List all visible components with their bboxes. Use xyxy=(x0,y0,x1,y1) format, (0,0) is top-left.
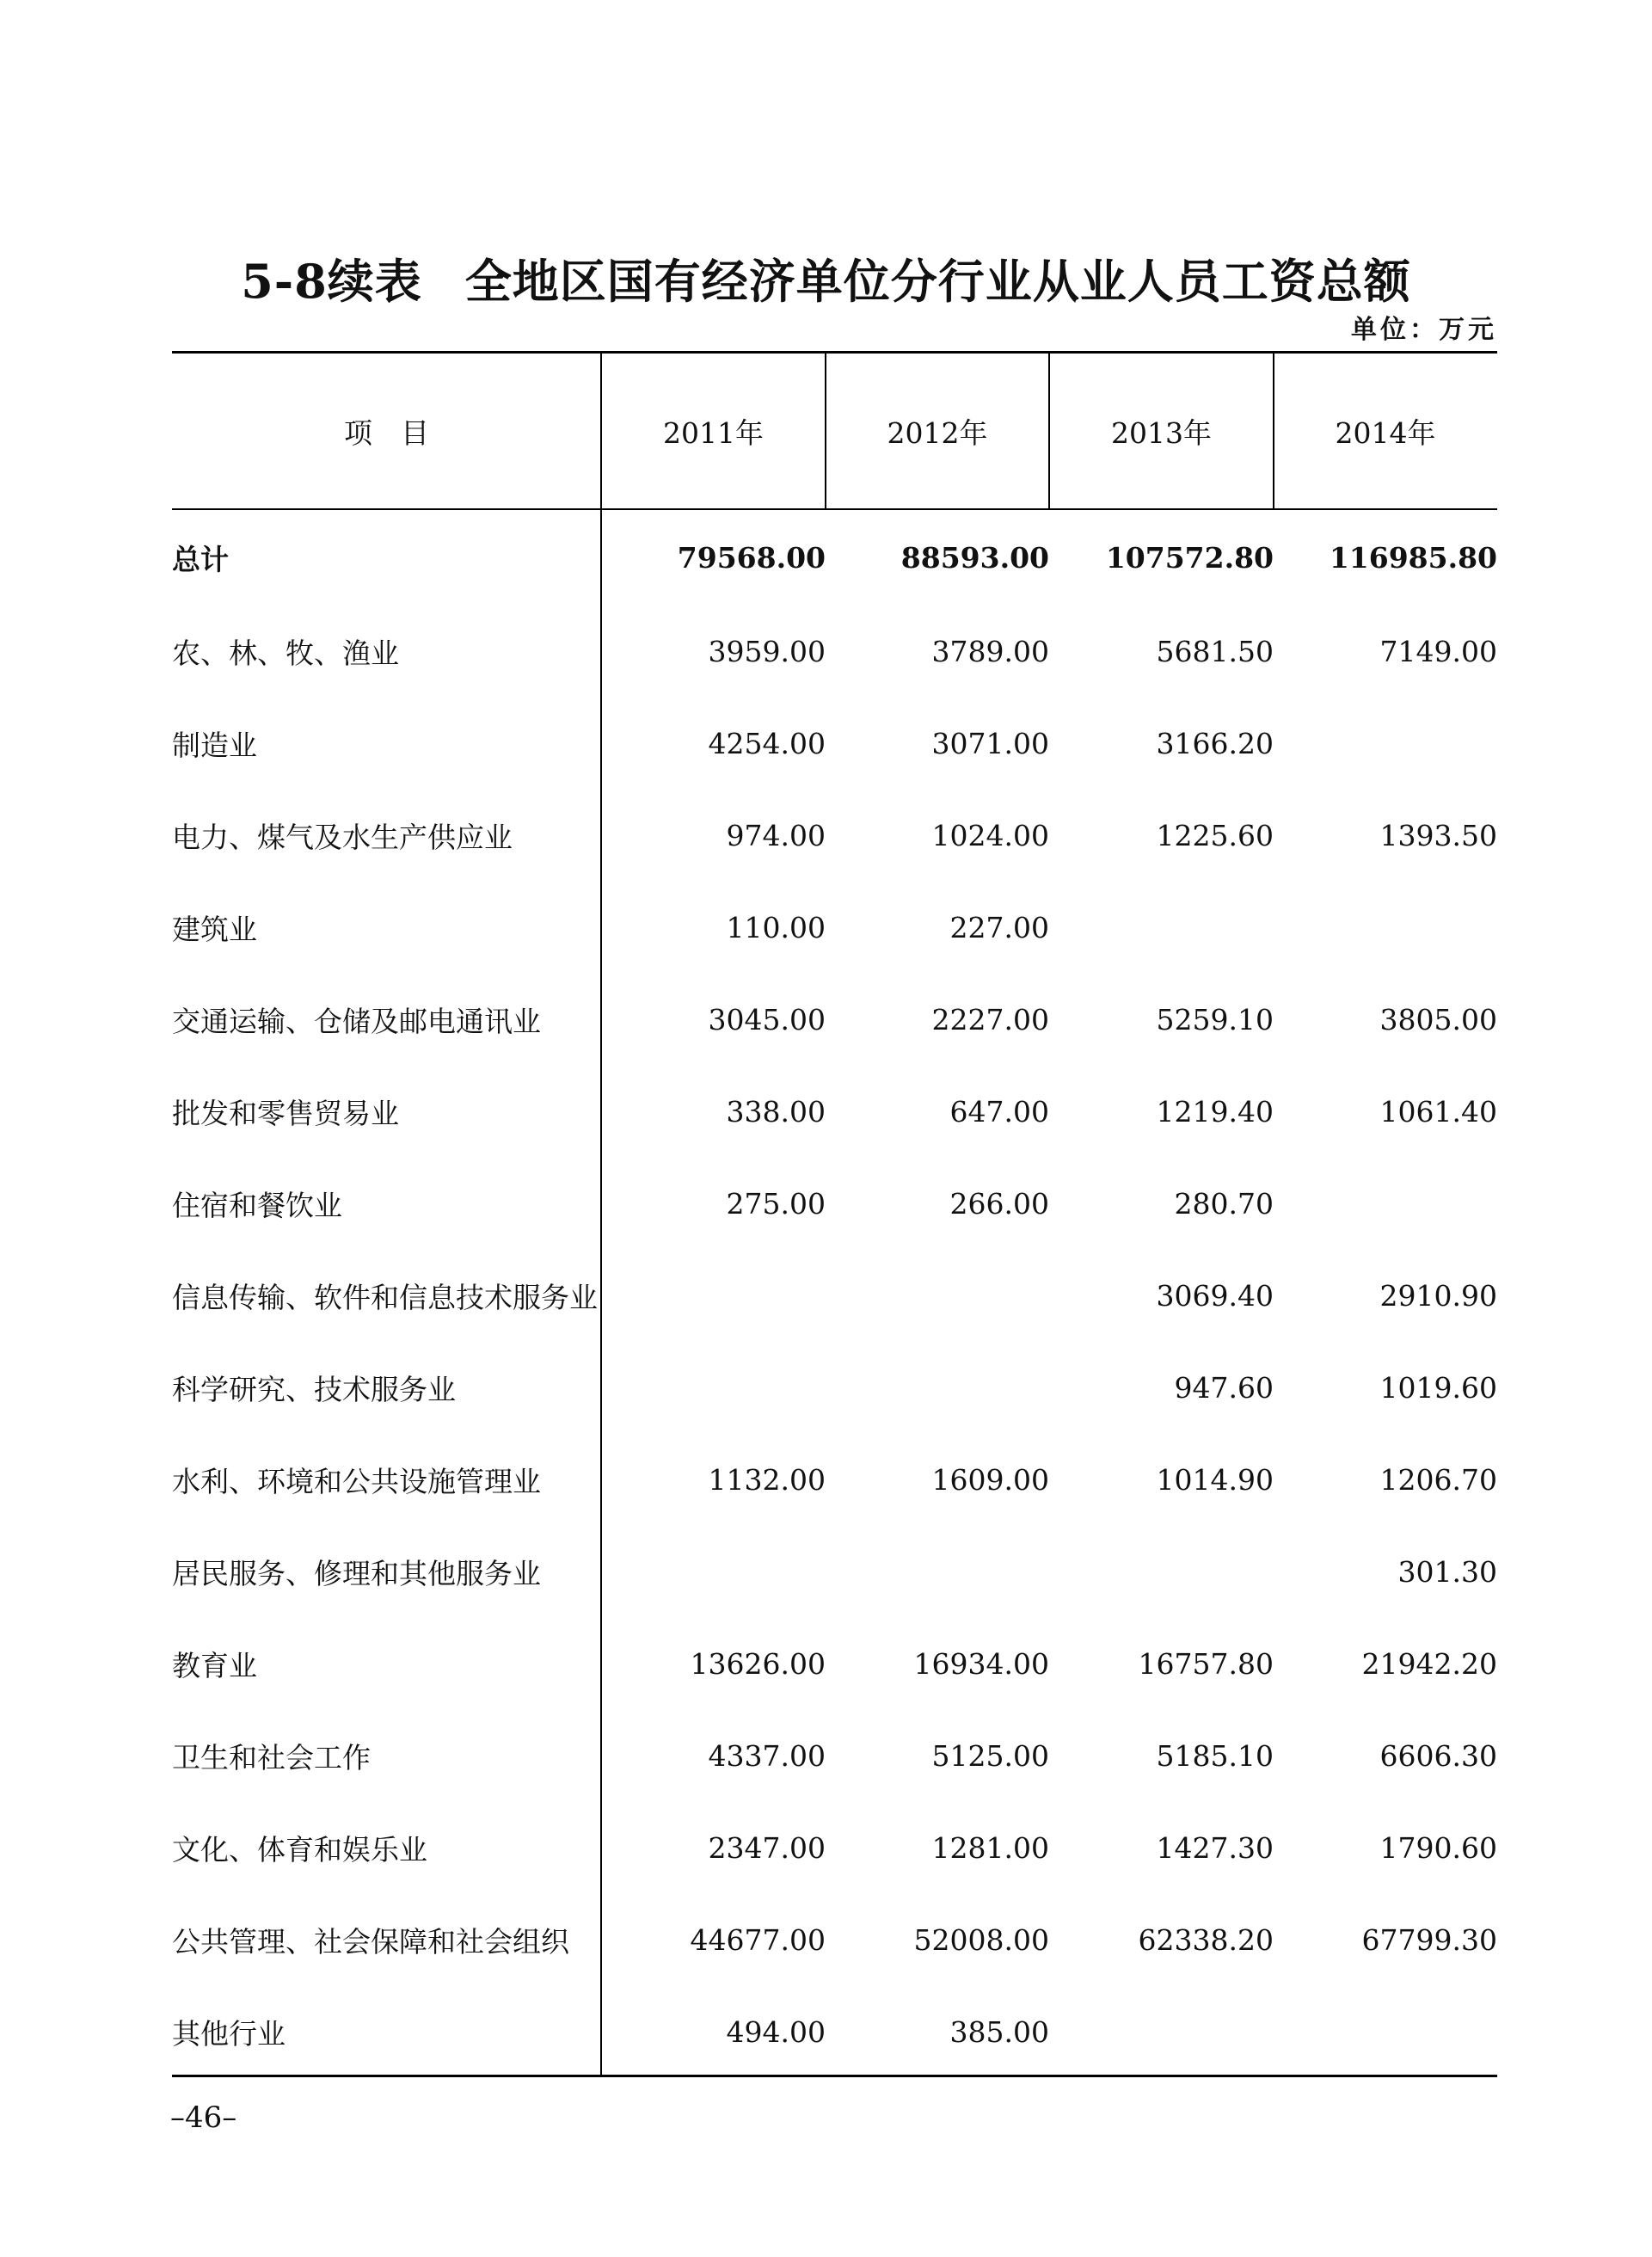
cell-2013: 62338.20 xyxy=(1138,1923,1274,1957)
header-row xyxy=(172,353,1497,509)
cell-2014: 301.30 xyxy=(1397,1555,1497,1589)
row-label: 农、林、牧、渔业 xyxy=(172,637,399,670)
header-year-2014: 2014年 xyxy=(1335,415,1436,450)
table-row xyxy=(172,1802,1497,1894)
row-label: 水利、环境和公共设施管理业 xyxy=(172,1465,541,1498)
cell-2011: 110.00 xyxy=(726,911,826,944)
header-year-2012: 2012年 xyxy=(887,415,988,450)
cell-2013 xyxy=(1049,882,1274,974)
cell-2014: 1393.50 xyxy=(1379,819,1497,852)
cell-2014: 1206.70 xyxy=(1379,1463,1497,1497)
cell-2013 xyxy=(1049,1526,1274,1618)
cell-2014: 1061.40 xyxy=(1379,1095,1497,1128)
cell-2013: 3069.40 xyxy=(1156,1279,1274,1313)
row-label: 信息传输、软件和信息技术服务业 xyxy=(172,1281,598,1314)
table-row xyxy=(172,882,1497,974)
cell-2014: 6606.30 xyxy=(1379,1739,1497,1773)
cell-2011: 338.00 xyxy=(726,1095,826,1128)
cell-2013: 1225.60 xyxy=(1156,819,1274,852)
cell-2014: 67799.30 xyxy=(1361,1923,1497,1957)
wage-table xyxy=(172,353,1497,2078)
row-label: 制造业 xyxy=(172,729,257,762)
cell-2012: 647.00 xyxy=(949,1095,1049,1128)
table-row xyxy=(172,1434,1497,1526)
cell-2011 xyxy=(601,1250,826,1342)
cell-2012: 3071.00 xyxy=(931,727,1049,760)
row-label: 总计 xyxy=(172,542,229,576)
cell-2012 xyxy=(826,1342,1049,1434)
cell-2011: 494.00 xyxy=(726,2015,826,2049)
cell-2012 xyxy=(826,1250,1049,1342)
cell-2014 xyxy=(1274,1158,1497,1250)
table-row xyxy=(172,1526,1497,1618)
row-label: 科学研究、技术服务业 xyxy=(172,1373,456,1406)
cell-2014: 1019.60 xyxy=(1379,1371,1497,1405)
cell-2012: 16934.00 xyxy=(913,1647,1049,1681)
table-row xyxy=(172,790,1497,882)
row-label: 公共管理、社会保障和社会组织 xyxy=(172,1925,569,1959)
cell-2011: 44677.00 xyxy=(690,1923,826,1957)
cell-2012: 1024.00 xyxy=(931,819,1049,852)
header-year-2013: 2013年 xyxy=(1111,415,1212,450)
table-code: 5-8续表 xyxy=(241,254,422,309)
cell-2013 xyxy=(1049,1986,1274,2078)
cell-2011: 1132.00 xyxy=(708,1463,826,1497)
table-title-text: 全地区国有经济单位分行业从业人员工资总额 xyxy=(464,254,1411,309)
cell-2013: 280.70 xyxy=(1174,1187,1274,1221)
cell-2012: 385.00 xyxy=(949,2015,1049,2049)
cell-2014 xyxy=(1274,698,1497,790)
row-label: 批发和零售贸易业 xyxy=(172,1097,399,1130)
table-row xyxy=(172,1158,1497,1250)
cell-2011: 79568.00 xyxy=(677,540,826,575)
cell-2011: 2347.00 xyxy=(708,1831,826,1865)
cell-2014: 21942.20 xyxy=(1361,1647,1497,1681)
cell-2011 xyxy=(601,1526,826,1618)
row-label: 住宿和餐饮业 xyxy=(172,1189,342,1222)
cell-2013: 1427.30 xyxy=(1156,1831,1274,1865)
page-number: –46– xyxy=(170,2100,237,2135)
cell-2011: 974.00 xyxy=(726,819,826,852)
cell-2014: 1790.60 xyxy=(1379,1831,1497,1865)
cell-2011: 275.00 xyxy=(726,1187,826,1221)
cell-2014: 2910.90 xyxy=(1379,1279,1497,1313)
unit-label: 单位：万元 xyxy=(1351,315,1497,345)
cell-2014 xyxy=(1274,882,1497,974)
cell-2014: 3805.00 xyxy=(1379,1003,1497,1036)
cell-2014: 7149.00 xyxy=(1379,635,1497,668)
cell-2011: 3959.00 xyxy=(708,635,826,668)
table-row xyxy=(172,1986,1497,2078)
cell-2011: 4337.00 xyxy=(708,1739,826,1773)
cell-2014 xyxy=(1274,1986,1497,2078)
cell-2012 xyxy=(826,1526,1049,1618)
table-row xyxy=(172,1342,1497,1434)
table-row xyxy=(172,1066,1497,1158)
cell-2012: 1609.00 xyxy=(931,1463,1049,1497)
header-item: 项 目 xyxy=(344,415,429,450)
cell-2013: 107572.80 xyxy=(1105,540,1274,575)
row-label: 电力、煤气及水生产供应业 xyxy=(172,821,513,854)
table-row xyxy=(172,1618,1497,1710)
page-title xyxy=(172,245,1480,311)
cell-2013: 5681.50 xyxy=(1156,635,1274,668)
table-row xyxy=(172,1894,1497,1986)
cell-2012: 5125.00 xyxy=(931,1739,1049,1773)
cell-2012: 88593.00 xyxy=(900,540,1049,575)
cell-2013: 1219.40 xyxy=(1156,1095,1274,1128)
table-row xyxy=(172,698,1497,790)
cell-2013: 16757.80 xyxy=(1138,1647,1274,1681)
cell-2012: 3789.00 xyxy=(931,635,1049,668)
cell-2012: 266.00 xyxy=(949,1187,1049,1221)
cell-2014: 116985.80 xyxy=(1329,540,1497,575)
cell-2013: 947.60 xyxy=(1174,1371,1274,1405)
cell-2013: 5259.10 xyxy=(1156,1003,1274,1036)
table-row xyxy=(172,1710,1497,1802)
row-label: 教育业 xyxy=(172,1649,257,1682)
table-row xyxy=(172,606,1497,698)
cell-2013: 1014.90 xyxy=(1156,1463,1274,1497)
row-label: 卫生和社会工作 xyxy=(172,1741,371,1774)
header-year-2011: 2011年 xyxy=(663,415,764,450)
cell-2012: 52008.00 xyxy=(913,1923,1049,1957)
row-label: 居民服务、修理和其他服务业 xyxy=(172,1557,541,1590)
cell-2011 xyxy=(601,1342,826,1434)
cell-2012: 1281.00 xyxy=(931,1831,1049,1865)
table-row xyxy=(172,1250,1497,1342)
row-label: 交通运输、仓储及邮电通讯业 xyxy=(172,1005,541,1038)
cell-2011: 3045.00 xyxy=(708,1003,826,1036)
row-label: 其他行业 xyxy=(172,2017,286,2051)
table-row-total xyxy=(172,509,1497,606)
cell-2011: 13626.00 xyxy=(690,1647,826,1681)
cell-2013: 3166.20 xyxy=(1156,727,1274,760)
cell-2012: 227.00 xyxy=(949,911,1049,944)
cell-2013: 5185.10 xyxy=(1156,1739,1274,1773)
cell-2012: 2227.00 xyxy=(931,1003,1049,1036)
row-label: 建筑业 xyxy=(172,913,257,946)
table-row xyxy=(172,974,1497,1066)
row-label: 文化、体育和娱乐业 xyxy=(172,1833,427,1866)
cell-2011: 4254.00 xyxy=(708,727,826,760)
